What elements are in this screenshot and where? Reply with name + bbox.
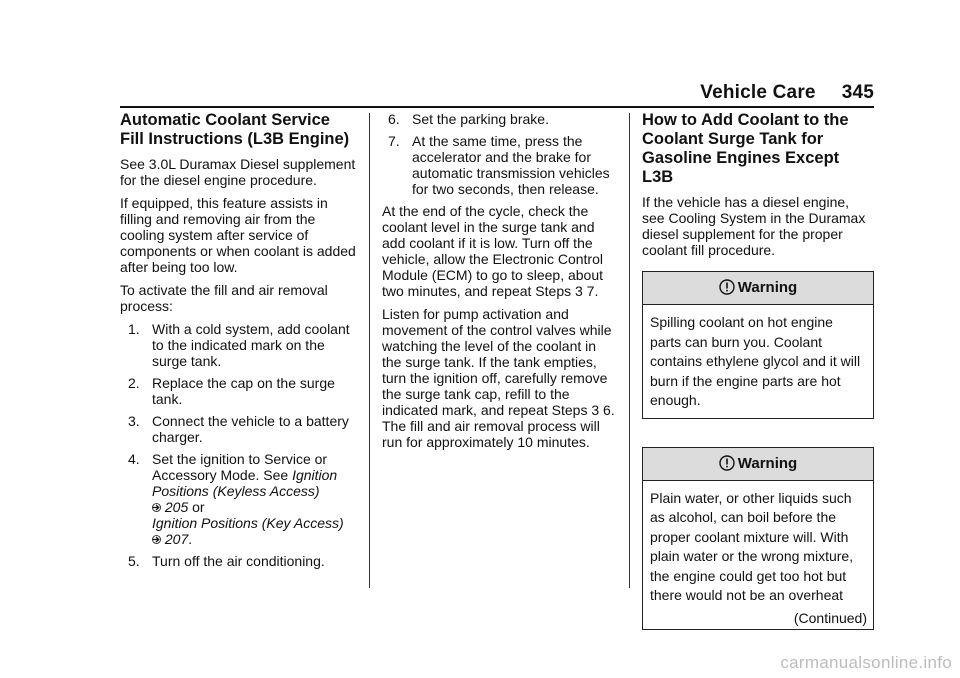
cross-reference-link[interactable]: Ignition Positions (Key Access) [152, 515, 344, 531]
paragraph: To activate the fill and air removal process: [120, 282, 328, 314]
warning-text: Plain water, or other liquids such as alcohol, can boil before the proper coolant mixture will. With plain water or the wrong mixture, the engine could get too hot but there would not be an overheat [650, 489, 854, 603]
column-divider-2 [629, 113, 630, 588]
steps-list [382, 111, 618, 197]
column-3 [642, 108, 874, 630]
section-heading: How to Add Coolant to the Coolant Surge Tank for Gasoline Engines Except L3B [642, 111, 849, 186]
warning-header: Warning [643, 448, 873, 481]
page-reference-icon [152, 499, 165, 515]
page-reference[interactable]: 207 [164, 531, 189, 547]
column-divider-1 [369, 113, 370, 588]
cross-reference-link[interactable]: Cooling System [668, 210, 767, 226]
continued-label: (Continued) [793, 609, 867, 626]
warning-triangle-icon [719, 275, 735, 307]
page-number: 345 [841, 82, 874, 103]
column-2 [382, 108, 618, 457]
list-item: 6. Set the parking brake. [388, 111, 549, 127]
section-title: Vehicle Care [700, 82, 816, 103]
list-item: 5. Turn off the air conditioning. [128, 553, 325, 569]
warning-text: Spilling coolant on hot engine parts can burn you. Coolant contains ethylene glycol and it will burn if the engine parts are hot enough. [650, 314, 861, 408]
page-header [700, 82, 874, 104]
warning-box [642, 271, 874, 419]
watermark: carmanualsonline.info [780, 653, 952, 672]
list-item: 1. With a cold system, add coolant to the indicated mark on the surge tank. [128, 321, 350, 369]
list-item: 2. Replace the cap on the surge tank. [128, 375, 335, 407]
list-item: 3. Connect the vehicle to a battery charger. [128, 413, 349, 445]
paragraph: Listen for pump activation and movement of the control valves while watching the level of the coolant in the surge tank. If the tank empties, turn the ignition off, carefully remove the surge tank cap, refill to the indicated mark, and repeat Steps 3 6. The fill and air removal process will run for approximately 10 minutes. [382, 306, 615, 450]
warning-triangle-icon [719, 451, 735, 483]
paragraph: If equipped, this feature assists in filling and removing air from the cooling system after service of components or when coolant is added after being too low. [120, 195, 356, 275]
steps-list [120, 321, 358, 569]
column-1 [120, 108, 358, 575]
paragraph: See 3.0L Duramax Diesel supplement for the diesel engine procedure. [120, 156, 356, 188]
section-heading: Automatic Coolant Service Fill Instructions (L3B Engine) [120, 111, 350, 148]
cross-reference-link[interactable]: Ignition Positions (Keyless Access) [152, 467, 338, 499]
page-reference[interactable]: 205 [164, 499, 189, 515]
warning-box [642, 447, 874, 630]
warning-header: Warning [643, 272, 873, 305]
page-reference-icon [152, 531, 165, 547]
paragraph: At the end of the cycle, check the coolant level in the surge tank and add coolant if it is low. Turn off the vehicle, allow the Electronic Control Module (ECM) to go to sleep, about two minutes, and repeat Steps 3 7. [382, 203, 604, 299]
list-item: 7. At the same time, press the accelerator and the brake for automatic transmission vehicles for two seconds, then release. [388, 133, 610, 197]
list-item: 4. Set the ignition to Service or Accessory Mode. See Ignition Positions (Keyless Access) 205 or Ignition Positions (Key Access) 207. [128, 451, 344, 547]
paragraph: If the vehicle has a diesel engine, see Cooling System in the Duramax diesel supplement for the proper coolant fill procedure. [642, 194, 866, 258]
